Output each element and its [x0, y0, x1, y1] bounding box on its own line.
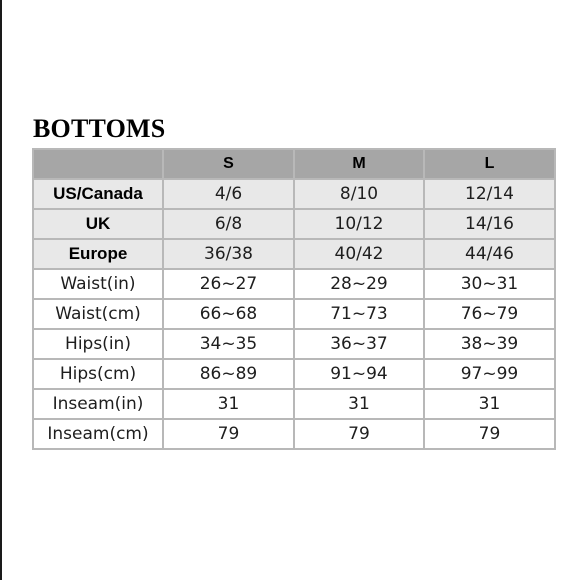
- table-row: [33, 329, 555, 359]
- row-label: UK: [33, 209, 163, 239]
- table-cell: 97~99: [424, 359, 555, 389]
- row-label: Waist(in): [33, 269, 163, 299]
- row-label: Hips(cm): [33, 359, 163, 389]
- page-title: BOTTOMS: [33, 114, 166, 143]
- table-cell: 8/10: [294, 179, 424, 209]
- table-cell: 79: [294, 419, 424, 449]
- row-label: US/Canada: [33, 179, 163, 209]
- row-label: Hips(in): [33, 329, 163, 359]
- left-edge-border: [0, 0, 2, 580]
- table-cell: 30~31: [424, 269, 555, 299]
- header-cell-size-s: S: [163, 149, 294, 179]
- table-cell: 44/46: [424, 239, 555, 269]
- row-label: Inseam(in): [33, 389, 163, 419]
- header-cell-size-m: M: [294, 149, 424, 179]
- table-cell: 79: [424, 419, 555, 449]
- table-cell: 28~29: [294, 269, 424, 299]
- table-cell: 76~79: [424, 299, 555, 329]
- row-label: Europe: [33, 239, 163, 269]
- table-cell: 86~89: [163, 359, 294, 389]
- table-row: [33, 389, 555, 419]
- table-cell: 79: [163, 419, 294, 449]
- table-row: [33, 209, 555, 239]
- table-row: [33, 269, 555, 299]
- table-cell: 38~39: [424, 329, 555, 359]
- table-cell: 4/6: [163, 179, 294, 209]
- table-cell: 36~37: [294, 329, 424, 359]
- header-cell-size-l: L: [424, 149, 555, 179]
- table-row: [33, 419, 555, 449]
- size-chart-table: [32, 148, 556, 450]
- table-cell: 31: [163, 389, 294, 419]
- table-cell: 31: [294, 389, 424, 419]
- table-cell: 91~94: [294, 359, 424, 389]
- header-row: [33, 149, 555, 179]
- table-row: [33, 299, 555, 329]
- table-row: [33, 359, 555, 389]
- table-row: [33, 239, 555, 269]
- table-cell: 36/38: [163, 239, 294, 269]
- table-cell: 10/12: [294, 209, 424, 239]
- table-cell: 34~35: [163, 329, 294, 359]
- table-cell: 6/8: [163, 209, 294, 239]
- row-label: Inseam(cm): [33, 419, 163, 449]
- table-cell: 40/42: [294, 239, 424, 269]
- table-cell: 66~68: [163, 299, 294, 329]
- table-cell: 71~73: [294, 299, 424, 329]
- table-cell: 26~27: [163, 269, 294, 299]
- table-cell: 14/16: [424, 209, 555, 239]
- table-cell: 12/14: [424, 179, 555, 209]
- table-cell: 31: [424, 389, 555, 419]
- table-row: [33, 179, 555, 209]
- header-cell-corner: [33, 149, 163, 179]
- row-label: Waist(cm): [33, 299, 163, 329]
